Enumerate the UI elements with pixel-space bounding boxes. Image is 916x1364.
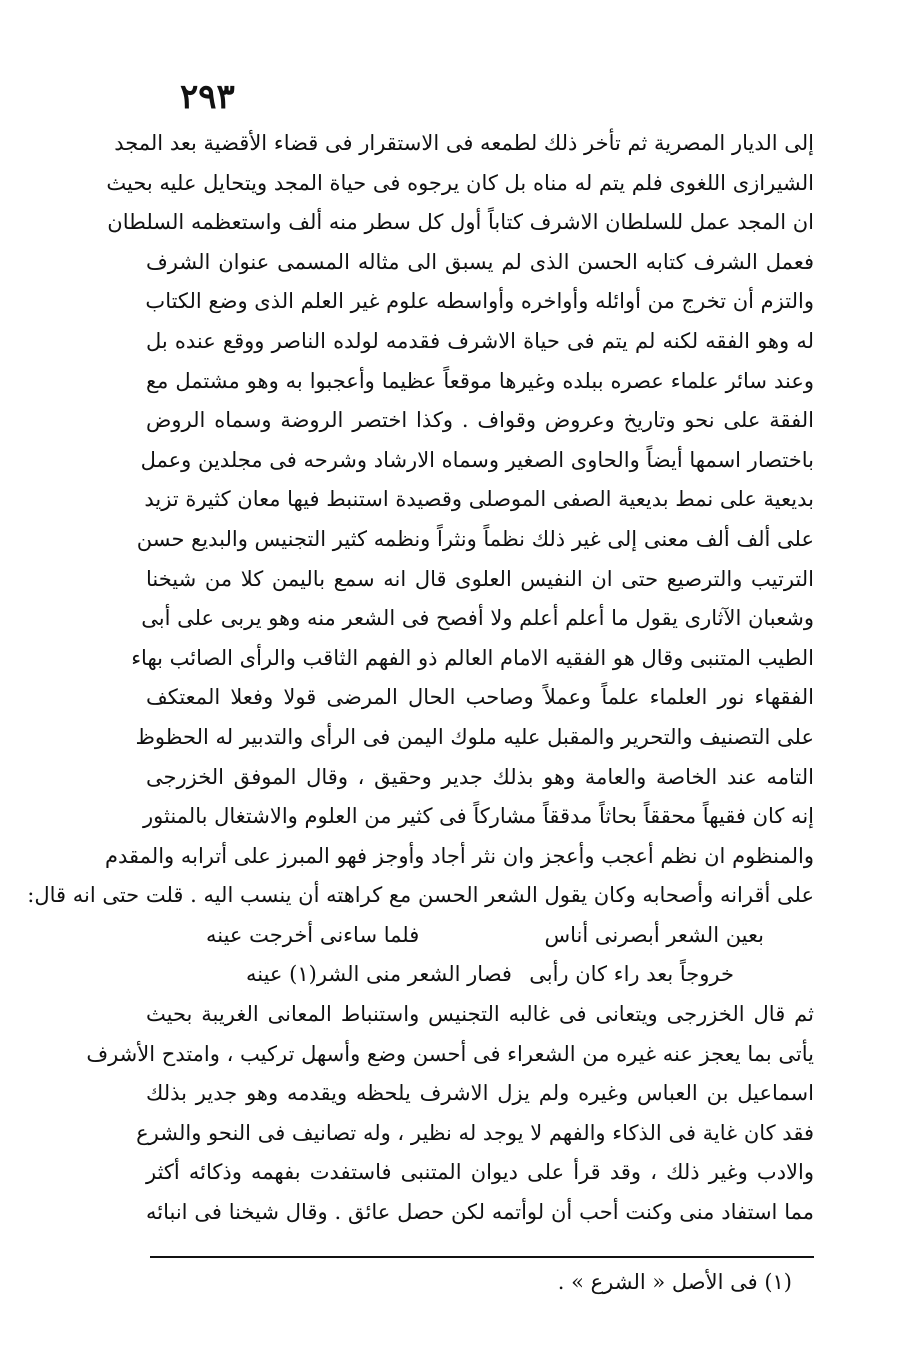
text-line: ان المجد عمل للسلطان الاشرف كتاباً أول كل سطر منه ألف واستعظمه السلطان [107,210,814,235]
text-line: فعمل الشرف كتابه الحسن الذى لم يسبق الى مثاله المسمى عنوان الشرف [146,249,814,274]
footnote-divider [150,1256,814,1258]
footnote: (١) فى الأصل « الشرع » . [557,1270,792,1294]
page-number: ٢٩٣ [180,77,235,117]
verse-first-hemistich: بعين الشعر أبصرنى أناس [544,922,764,947]
text-line: على ألف ألف معنى إلى غير ذلك نظماً ونثراً ونظمه كثير التجنيس والبديع حسن [136,526,814,551]
verse-first-hemistich: خروجاً بعد راء كان رأبى [529,962,734,987]
text-line: والتزم أن تخرج من أوائله وأواخره وأواسطه علوم غير العلم الذى وضع الكتاب [145,289,814,314]
text-line: إنه كان فقيهاً محققاً بحاثاً مدققاً مشاركاً فى كثير من العلوم والاشتغال بالمنثور [143,804,814,829]
text-line: وشعبان الآثارى يقول ما أعلم أعلم ولا أفصح فى الشعر منه وهو يربى على أبى [141,606,814,631]
text-line: الطيب المتنبى وقال هو الفقيه الامام العالم ذو الفهم الثاقب والرأى الصائب بهاء [131,645,814,670]
text-line: له وهو الفقه لكنه لم يتم فى حياة الاشرف فقدمه لولده الناصر ووقع عنده بل [146,328,814,353]
text-line: اسماعيل بن العباس وغيره ولم يزل الاشرف يلحظه ويقدمه وهو جدير بذلك [146,1081,814,1106]
verse-line [146,955,814,995]
text-line: على التصنيف والتحرير والمقبل عليه ملوك اليمن فى الرأى والتدبير له الحظوظ [135,724,814,749]
text-line: الشيرازى اللغوى فلم يتم له مناه بل كان يرجوه فى حياة المجد ويتحايل عليه بحيث [106,170,814,195]
text-line: باختصار اسمها أيضاً والحاوى الصغير وسماه الارشاد وشرحه فى مجلدين وعمل [140,447,814,472]
verse-line [146,916,814,956]
text-line: ثم قال الخزرجى ويتعانى فى غالبه التجنيس واستنباط المعانى الغريبة بحيث [146,1002,814,1027]
text-line: الفقهاء نور العلماء علماً وعملاً وصاحب الحال المرضى قولا وفعلا المعتكف [146,685,814,710]
text-line: الفقة على نحو وتاريخ وعروض وقواف . وكذا اختصر الروضة وسماه الروض [146,408,814,433]
text-line: والمنظوم ان نظم أعجب وأعجز وان نثر أجاد وأوجز فهو المبرز على أترابه والمقدم [105,843,814,868]
text-line: وعند سائر علماء عصره ببلده وغيرها موقعاً عظيما وأعجبوا به وهو مشتمل مع [146,368,814,393]
text-line: الترتيب والترصيع حتى ان النفيس العلوى قال انه سمع باليمن كلا من شيخنا [146,566,814,591]
main-text [27,124,814,1233]
verse-second-hemistich: فصار الشعر منى الشر(١) عينه [246,962,512,987]
text-line: والادب وغير ذلك ، وقد قرأ على ديوان المتنبى فاستفدت بفهمه وذكائه أكثر [146,1160,814,1185]
text-line: فقد كان غاية فى الذكاء والفهم لا يوجد له نظير ، وله تصانيف فى النحو والشرع [136,1120,814,1145]
text-line: يأتى بما يعجز عنه غيره من الشعراء فى أحسن وضع وأسهل تركيب ، وامتدح الأشرف [86,1041,814,1066]
verse-second-hemistich: فلما ساءنى أخرجت عينه [206,922,420,947]
text-line: على أقرانه وأصحابه وكان يقول الشعر الحسن مع كراهته أن ينسب اليه . قلت حتى انه قال: [27,883,814,908]
text-line: بديعية على نمط بديعية الصفى الموصلى وقصيدة استنبط فيها معان كثيرة تزيد [144,487,814,512]
text-line: إلى الديار المصرية ثم تأخر ذلك لطمعه فى الاستقرار فى قضاء الأقضية بعد المجد [114,131,814,155]
text-line: التامه عند الخاصة والعامة وهو بذلك جدير وحقيق ، وقال الموفق الخزرجى [146,764,814,789]
text-line: مما استفاد منى وكنت أحب أن لوأتمه لكن حصل عائق . وقال شيخنا فى انبائه [146,1200,814,1225]
